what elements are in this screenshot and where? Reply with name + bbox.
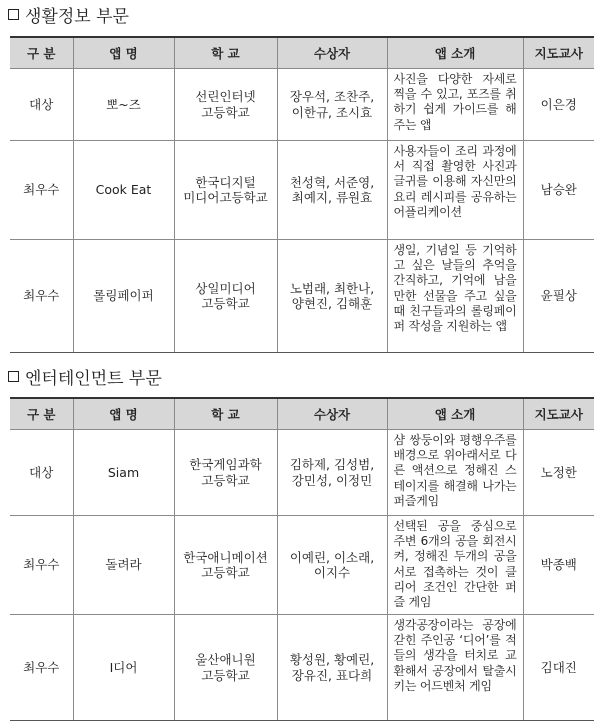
cell-grade: 대상 xyxy=(10,430,73,516)
cell-app-name: 뽀~즈 xyxy=(73,69,174,141)
cell-app-intro: 사진을 다양한 자세로 찍을 수 있고, 포즈를 취하기 쉽게 가이드를 해주는 앱 xyxy=(387,69,523,141)
cell-winners: 천성혁, 서준영, 최예지, 류원효 xyxy=(277,141,387,240)
table-row xyxy=(10,430,594,516)
header-app-intro: 앱 소개 xyxy=(387,37,523,69)
checkbox-square-icon xyxy=(8,9,19,20)
awards-table-entertainment xyxy=(10,397,594,721)
table-row xyxy=(10,615,594,721)
cell-app-name: I디어 xyxy=(73,615,174,721)
awards-table-life-info xyxy=(10,36,594,353)
cell-winners: 장우석, 조찬주, 이한규, 조시효 xyxy=(277,69,387,141)
header-teacher: 지도교사 xyxy=(523,37,594,69)
table-header-row xyxy=(10,398,594,430)
header-grade: 구 분 xyxy=(10,398,73,430)
cell-winners: 노범래, 최한나, 양현진, 김해훈 xyxy=(277,240,387,353)
cell-school: 한국디지털 미디어고등학교 xyxy=(174,141,277,240)
header-school: 학 교 xyxy=(174,37,277,69)
cell-grade: 최우수 xyxy=(10,240,73,353)
section-title-life-info xyxy=(8,2,129,27)
cell-app-name: Siam xyxy=(73,430,174,516)
table-row xyxy=(10,240,594,353)
cell-teacher: 윤필상 xyxy=(523,240,594,353)
table-header-row xyxy=(10,37,594,69)
cell-school: 한국게임과학 고등학교 xyxy=(174,430,277,516)
header-teacher: 지도교사 xyxy=(523,398,594,430)
header-app-name: 앱 명 xyxy=(73,37,174,69)
cell-school: 선린인터넷 고등학교 xyxy=(174,69,277,141)
cell-teacher: 노정한 xyxy=(523,430,594,516)
cell-teacher: 남승완 xyxy=(523,141,594,240)
section-title-entertainment xyxy=(8,364,162,389)
cell-school: 울산애니원 고등학교 xyxy=(174,615,277,721)
cell-grade: 최우수 xyxy=(10,615,73,721)
header-winners: 수상자 xyxy=(277,37,387,69)
cell-teacher: 김대진 xyxy=(523,615,594,721)
cell-app-name: 롤링페이퍼 xyxy=(73,240,174,353)
cell-app-intro: 사용자들이 조리 과정에서 직접 촬영한 사진과 글귀를 이용해 자신만의 요리 레시피를 공유하는 어플리케이션 xyxy=(387,141,523,240)
header-school: 학 교 xyxy=(174,398,277,430)
section-title-text: 생활정보 부문 xyxy=(25,7,129,27)
table-row xyxy=(10,141,594,240)
section-title-text: 엔터테인먼트 부문 xyxy=(25,369,162,389)
header-app-intro: 앱 소개 xyxy=(387,398,523,430)
cell-winners: 김하제, 김성범, 강민성, 이정민 xyxy=(277,430,387,516)
cell-grade: 최우수 xyxy=(10,516,73,615)
cell-winners: 황성원, 황예린, 장유진, 표다희 xyxy=(277,615,387,721)
cell-winners: 이예린, 이소래, 이지수 xyxy=(277,516,387,615)
cell-app-intro: 샴 쌍둥이와 평행우주를 배경으로 위아래서로 다른 액션으로 정해진 스테이지를 해결해 나가는 퍼즐게임 xyxy=(387,430,523,516)
cell-app-intro: 생각공장이라는 공장에 갇힌 주인공 ‘디어’를 적들의 생각을 터치로 교환해서 공장에서 탈출시키는 어드벤처 게임 xyxy=(387,615,523,721)
cell-app-name: 돌려라 xyxy=(73,516,174,615)
cell-app-intro: 생일, 기념일 등 기억하고 싶은 날들의 추억을 간직하고, 기억에 남을만한 선물을 주고 싶을 때 친구들과의 롤링페이퍼 작성을 지원하는 앱 xyxy=(387,240,523,353)
cell-school: 한국애니메이션 고등학교 xyxy=(174,516,277,615)
table-row xyxy=(10,69,594,141)
cell-app-name: Cook Eat xyxy=(73,141,174,240)
cell-grade: 대상 xyxy=(10,69,73,141)
cell-teacher: 박종백 xyxy=(523,516,594,615)
header-winners: 수상자 xyxy=(277,398,387,430)
header-app-name: 앱 명 xyxy=(73,398,174,430)
checkbox-square-icon xyxy=(8,371,19,382)
header-grade: 구 분 xyxy=(10,37,73,69)
cell-school: 상일미디어 고등학교 xyxy=(174,240,277,353)
cell-grade: 최우수 xyxy=(10,141,73,240)
table-row xyxy=(10,516,594,615)
cell-app-intro: 선택된 공을 중심으로 주변 6개의 공을 회전시켜, 정해진 두개의 공을 서로 접촉하는 것이 클리어 조건인 간단한 퍼즐 게임 xyxy=(387,516,523,615)
cell-teacher: 이은경 xyxy=(523,69,594,141)
